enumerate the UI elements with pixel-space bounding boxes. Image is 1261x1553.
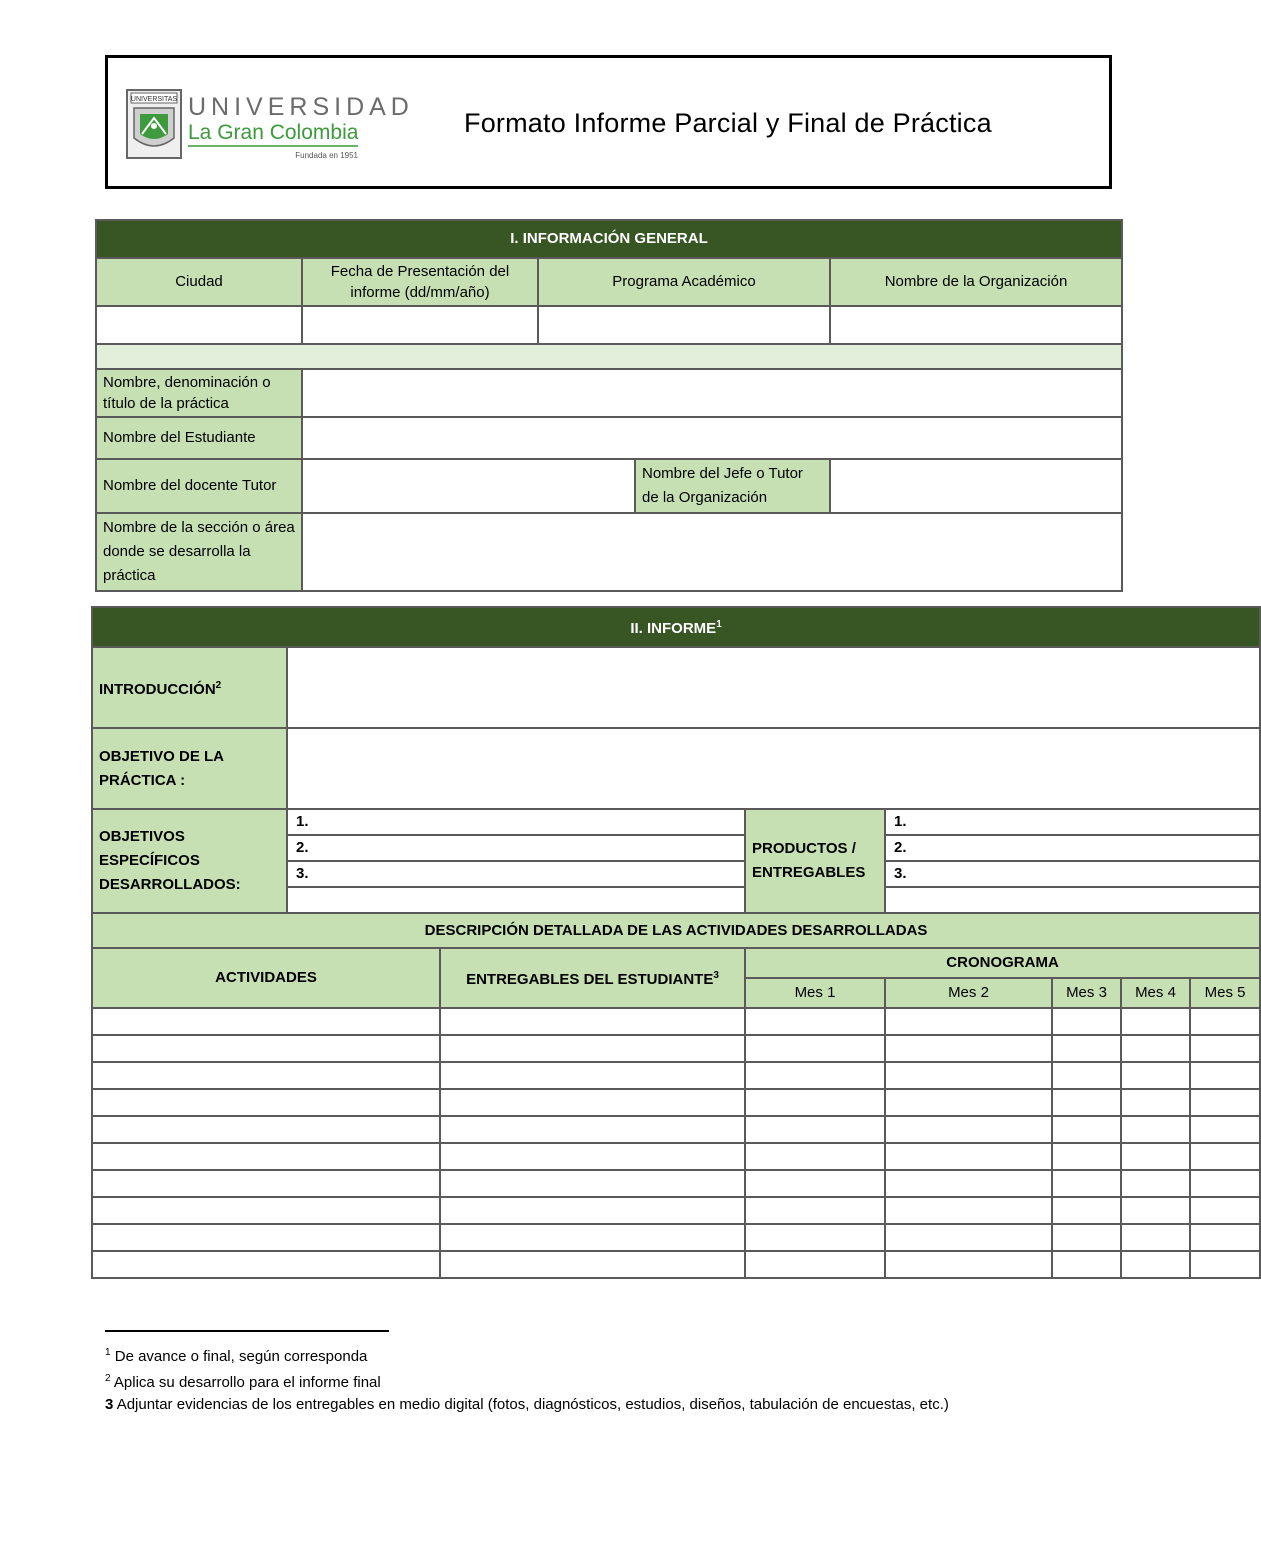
deliverable-cell[interactable] xyxy=(440,1197,745,1224)
month-4-cell[interactable] xyxy=(1121,1143,1190,1170)
teacher-tutor-label: Nombre del docente Tutor xyxy=(96,459,302,513)
column-submission-date: Fecha de Presentación del informe (dd/mm/año) xyxy=(302,258,538,306)
organization-tutor-field[interactable] xyxy=(830,459,1122,513)
month-3-cell[interactable] xyxy=(1052,1089,1121,1116)
month-1-cell[interactable] xyxy=(745,1251,885,1278)
footnote-1: $^1$ De avance o final, según corresponda xyxy=(105,1347,368,1365)
wordmark-la-gran-colombia: La Gran Colombia xyxy=(188,121,359,144)
month-4-cell[interactable] xyxy=(1121,1089,1190,1116)
month-4-cell[interactable] xyxy=(1121,1224,1190,1251)
footnotes xyxy=(105,1330,1105,1416)
month-3-cell[interactable] xyxy=(1052,1062,1121,1089)
teacher-tutor-field[interactable] xyxy=(302,459,635,513)
month-3-header: Mes 3 xyxy=(1052,978,1121,1008)
month-4-cell[interactable] xyxy=(1121,1197,1190,1224)
practice-name-field[interactable] xyxy=(302,369,1122,417)
month-5-cell[interactable] xyxy=(1190,1062,1260,1089)
deliverable-cell[interactable] xyxy=(440,1062,745,1089)
objective-2-field[interactable]: 2. xyxy=(287,835,745,861)
section-area-field[interactable] xyxy=(302,513,1122,591)
general-information-table xyxy=(95,219,1123,592)
month-4-header: Mes 4 xyxy=(1121,978,1190,1008)
month-1-cell[interactable] xyxy=(745,1224,885,1251)
objective-4-field[interactable] xyxy=(287,887,745,913)
wordmark-universidad: UNIVERSIDAD xyxy=(188,93,414,121)
month-3-cell[interactable] xyxy=(1052,1197,1121,1224)
month-3-cell[interactable] xyxy=(1052,1008,1121,1035)
activity-cell[interactable] xyxy=(92,1224,440,1251)
month-2-cell[interactable] xyxy=(885,1062,1052,1089)
month-5-cell[interactable] xyxy=(1190,1143,1260,1170)
month-5-cell[interactable] xyxy=(1190,1170,1260,1197)
activity-cell[interactable] xyxy=(92,1170,440,1197)
section-2-title: II. INFORME$^1$ xyxy=(92,607,1260,647)
month-2-cell[interactable] xyxy=(885,1116,1052,1143)
month-5-cell[interactable] xyxy=(1190,1008,1260,1035)
introduction-label: INTRODUCCIÓN$^2$ xyxy=(92,647,287,728)
introduction-field[interactable] xyxy=(287,647,1260,728)
activity-row xyxy=(92,1197,1260,1224)
academic-program-field[interactable] xyxy=(538,306,830,344)
activity-row xyxy=(92,1062,1260,1089)
month-5-cell[interactable] xyxy=(1190,1197,1260,1224)
document-title: Formato Informe Parcial y Final de Práctica xyxy=(464,108,992,138)
month-5-header: Mes 5 xyxy=(1190,978,1260,1008)
activity-cell[interactable] xyxy=(92,1116,440,1143)
month-4-cell[interactable] xyxy=(1121,1116,1190,1143)
footnote-ref-2: 2 xyxy=(215,679,222,691)
month-5-cell[interactable] xyxy=(1190,1089,1260,1116)
activities-column-header: ACTIVIDADES xyxy=(92,948,440,1008)
university-seal-icon xyxy=(127,90,181,158)
activity-cell[interactable] xyxy=(92,1143,440,1170)
month-3-cell[interactable] xyxy=(1052,1170,1121,1197)
month-2-cell[interactable] xyxy=(885,1035,1052,1062)
month-1-cell[interactable] xyxy=(745,1089,885,1116)
schedule-column-header: CRONOGRAMA xyxy=(745,948,1260,978)
footnote-3: 3 Adjuntar evidencias de los entregables en medio digital (fotos, diagnósticos, estudios, diseños, tabulación de encuestas, etc.) xyxy=(105,1396,949,1413)
month-3-cell[interactable] xyxy=(1052,1035,1121,1062)
footnote-separator xyxy=(105,1330,389,1332)
activities-description-header: DESCRIPCIÓN DETALLADA DE LAS ACTIVIDADES DESARROLLADAS xyxy=(92,913,1260,948)
month-4-cell[interactable] xyxy=(1121,1062,1190,1089)
month-2-cell[interactable] xyxy=(885,1170,1052,1197)
product-4-field[interactable] xyxy=(885,887,1260,913)
organization-tutor-label: Nombre del Jefe o Tutor de la Organización xyxy=(635,459,830,513)
student-name-field[interactable] xyxy=(302,417,1122,459)
activity-cell[interactable] xyxy=(92,1197,440,1224)
footnote-2: $^2$ Aplica su desarrollo para el informe final xyxy=(105,1373,381,1391)
practice-objective-field[interactable] xyxy=(287,728,1260,809)
activity-row xyxy=(92,1035,1260,1062)
month-1-cell[interactable] xyxy=(745,1008,885,1035)
report-table xyxy=(91,606,1261,1279)
month-5-cell[interactable] xyxy=(1190,1224,1260,1251)
product-2-field[interactable]: 2. xyxy=(885,835,1260,861)
document-header xyxy=(105,55,1112,189)
month-2-cell[interactable] xyxy=(885,1224,1052,1251)
column-organization-name: Nombre de la Organización xyxy=(830,258,1122,306)
activity-cell[interactable] xyxy=(92,1062,440,1089)
activity-cell[interactable] xyxy=(92,1089,440,1116)
university-logo xyxy=(126,88,414,164)
activity-row xyxy=(92,1143,1260,1170)
logo-tagline: Fundada en 1951 xyxy=(295,151,358,160)
deliverable-cell[interactable] xyxy=(440,1170,745,1197)
deliverable-cell[interactable] xyxy=(440,1224,745,1251)
month-3-cell[interactable] xyxy=(1052,1143,1121,1170)
month-5-cell[interactable] xyxy=(1190,1116,1260,1143)
month-2-cell[interactable] xyxy=(885,1251,1052,1278)
deliverable-cell[interactable] xyxy=(440,1089,745,1116)
footnote-ref-3: 3 xyxy=(713,970,719,981)
month-3-cell[interactable] xyxy=(1052,1224,1121,1251)
activity-cell[interactable] xyxy=(92,1251,440,1278)
deliverable-cell[interactable] xyxy=(440,1116,745,1143)
activity-row xyxy=(92,1170,1260,1197)
seal-text: UNIVERSITAS xyxy=(130,96,178,103)
specific-objectives-label: OBJETIVOS ESPECÍFICOS DESARROLLADOS: xyxy=(92,809,287,913)
month-2-cell[interactable] xyxy=(885,1197,1052,1224)
activity-rows xyxy=(92,1008,1260,1278)
month-1-cell[interactable] xyxy=(745,1143,885,1170)
month-3-cell[interactable] xyxy=(1052,1116,1121,1143)
organization-name-field[interactable] xyxy=(830,306,1122,344)
product-3-field[interactable]: 3. xyxy=(885,861,1260,887)
month-1-header: Mes 1 xyxy=(745,978,885,1008)
month-1-cell[interactable] xyxy=(745,1116,885,1143)
section-area-label: Nombre de la sección o área donde se desarrolla la práctica xyxy=(96,513,302,591)
deliverable-cell[interactable] xyxy=(440,1143,745,1170)
student-name-label: Nombre del Estudiante xyxy=(96,417,302,459)
deliverable-cell[interactable] xyxy=(440,1035,745,1062)
city-field[interactable] xyxy=(96,306,302,344)
student-deliverables-column-header: ENTREGABLES DEL ESTUDIANTE$^3$ xyxy=(440,948,745,1008)
month-2-cell[interactable] xyxy=(885,1008,1052,1035)
activity-row xyxy=(92,1224,1260,1251)
month-2-cell[interactable] xyxy=(885,1089,1052,1116)
month-1-cell[interactable] xyxy=(745,1170,885,1197)
section-1-title: I. INFORMACIÓN GENERAL xyxy=(96,220,1122,258)
products-deliverables-label: PRODUCTOS / ENTREGABLES xyxy=(745,809,885,913)
activity-row xyxy=(92,1008,1260,1035)
month-2-cell[interactable] xyxy=(885,1143,1052,1170)
month-4-cell[interactable] xyxy=(1121,1035,1190,1062)
objective-3-field[interactable]: 3. xyxy=(287,861,745,887)
month-1-cell[interactable] xyxy=(745,1035,885,1062)
product-1-field[interactable]: 1. xyxy=(885,809,1260,835)
month-4-cell[interactable] xyxy=(1121,1251,1190,1278)
activity-row xyxy=(92,1089,1260,1116)
month-3-cell[interactable] xyxy=(1052,1251,1121,1278)
separator-row xyxy=(96,344,1122,369)
submission-date-field[interactable] xyxy=(302,306,538,344)
month-4-cell[interactable] xyxy=(1121,1170,1190,1197)
activity-cell[interactable] xyxy=(92,1008,440,1035)
activity-row xyxy=(92,1251,1260,1278)
footnote-ref-1: 1 xyxy=(716,619,722,630)
column-city: Ciudad xyxy=(96,258,302,306)
practice-name-label: Nombre, denominación o título de la práctica xyxy=(96,369,302,417)
month-2-header: Mes 2 xyxy=(885,978,1052,1008)
objective-1-field[interactable]: 1. xyxy=(287,809,745,835)
practice-objective-label: OBJETIVO DE LA PRÁCTICA : xyxy=(92,728,287,809)
activity-cell[interactable] xyxy=(92,1035,440,1062)
month-5-cell[interactable] xyxy=(1190,1035,1260,1062)
column-academic-program: Programa Académico xyxy=(538,258,830,306)
activity-row xyxy=(92,1116,1260,1143)
month-1-cell[interactable] xyxy=(745,1197,885,1224)
month-1-cell[interactable] xyxy=(745,1062,885,1089)
deliverable-cell[interactable] xyxy=(440,1251,745,1278)
month-4-cell[interactable] xyxy=(1121,1008,1190,1035)
month-5-cell[interactable] xyxy=(1190,1251,1260,1278)
deliverable-cell[interactable] xyxy=(440,1008,745,1035)
